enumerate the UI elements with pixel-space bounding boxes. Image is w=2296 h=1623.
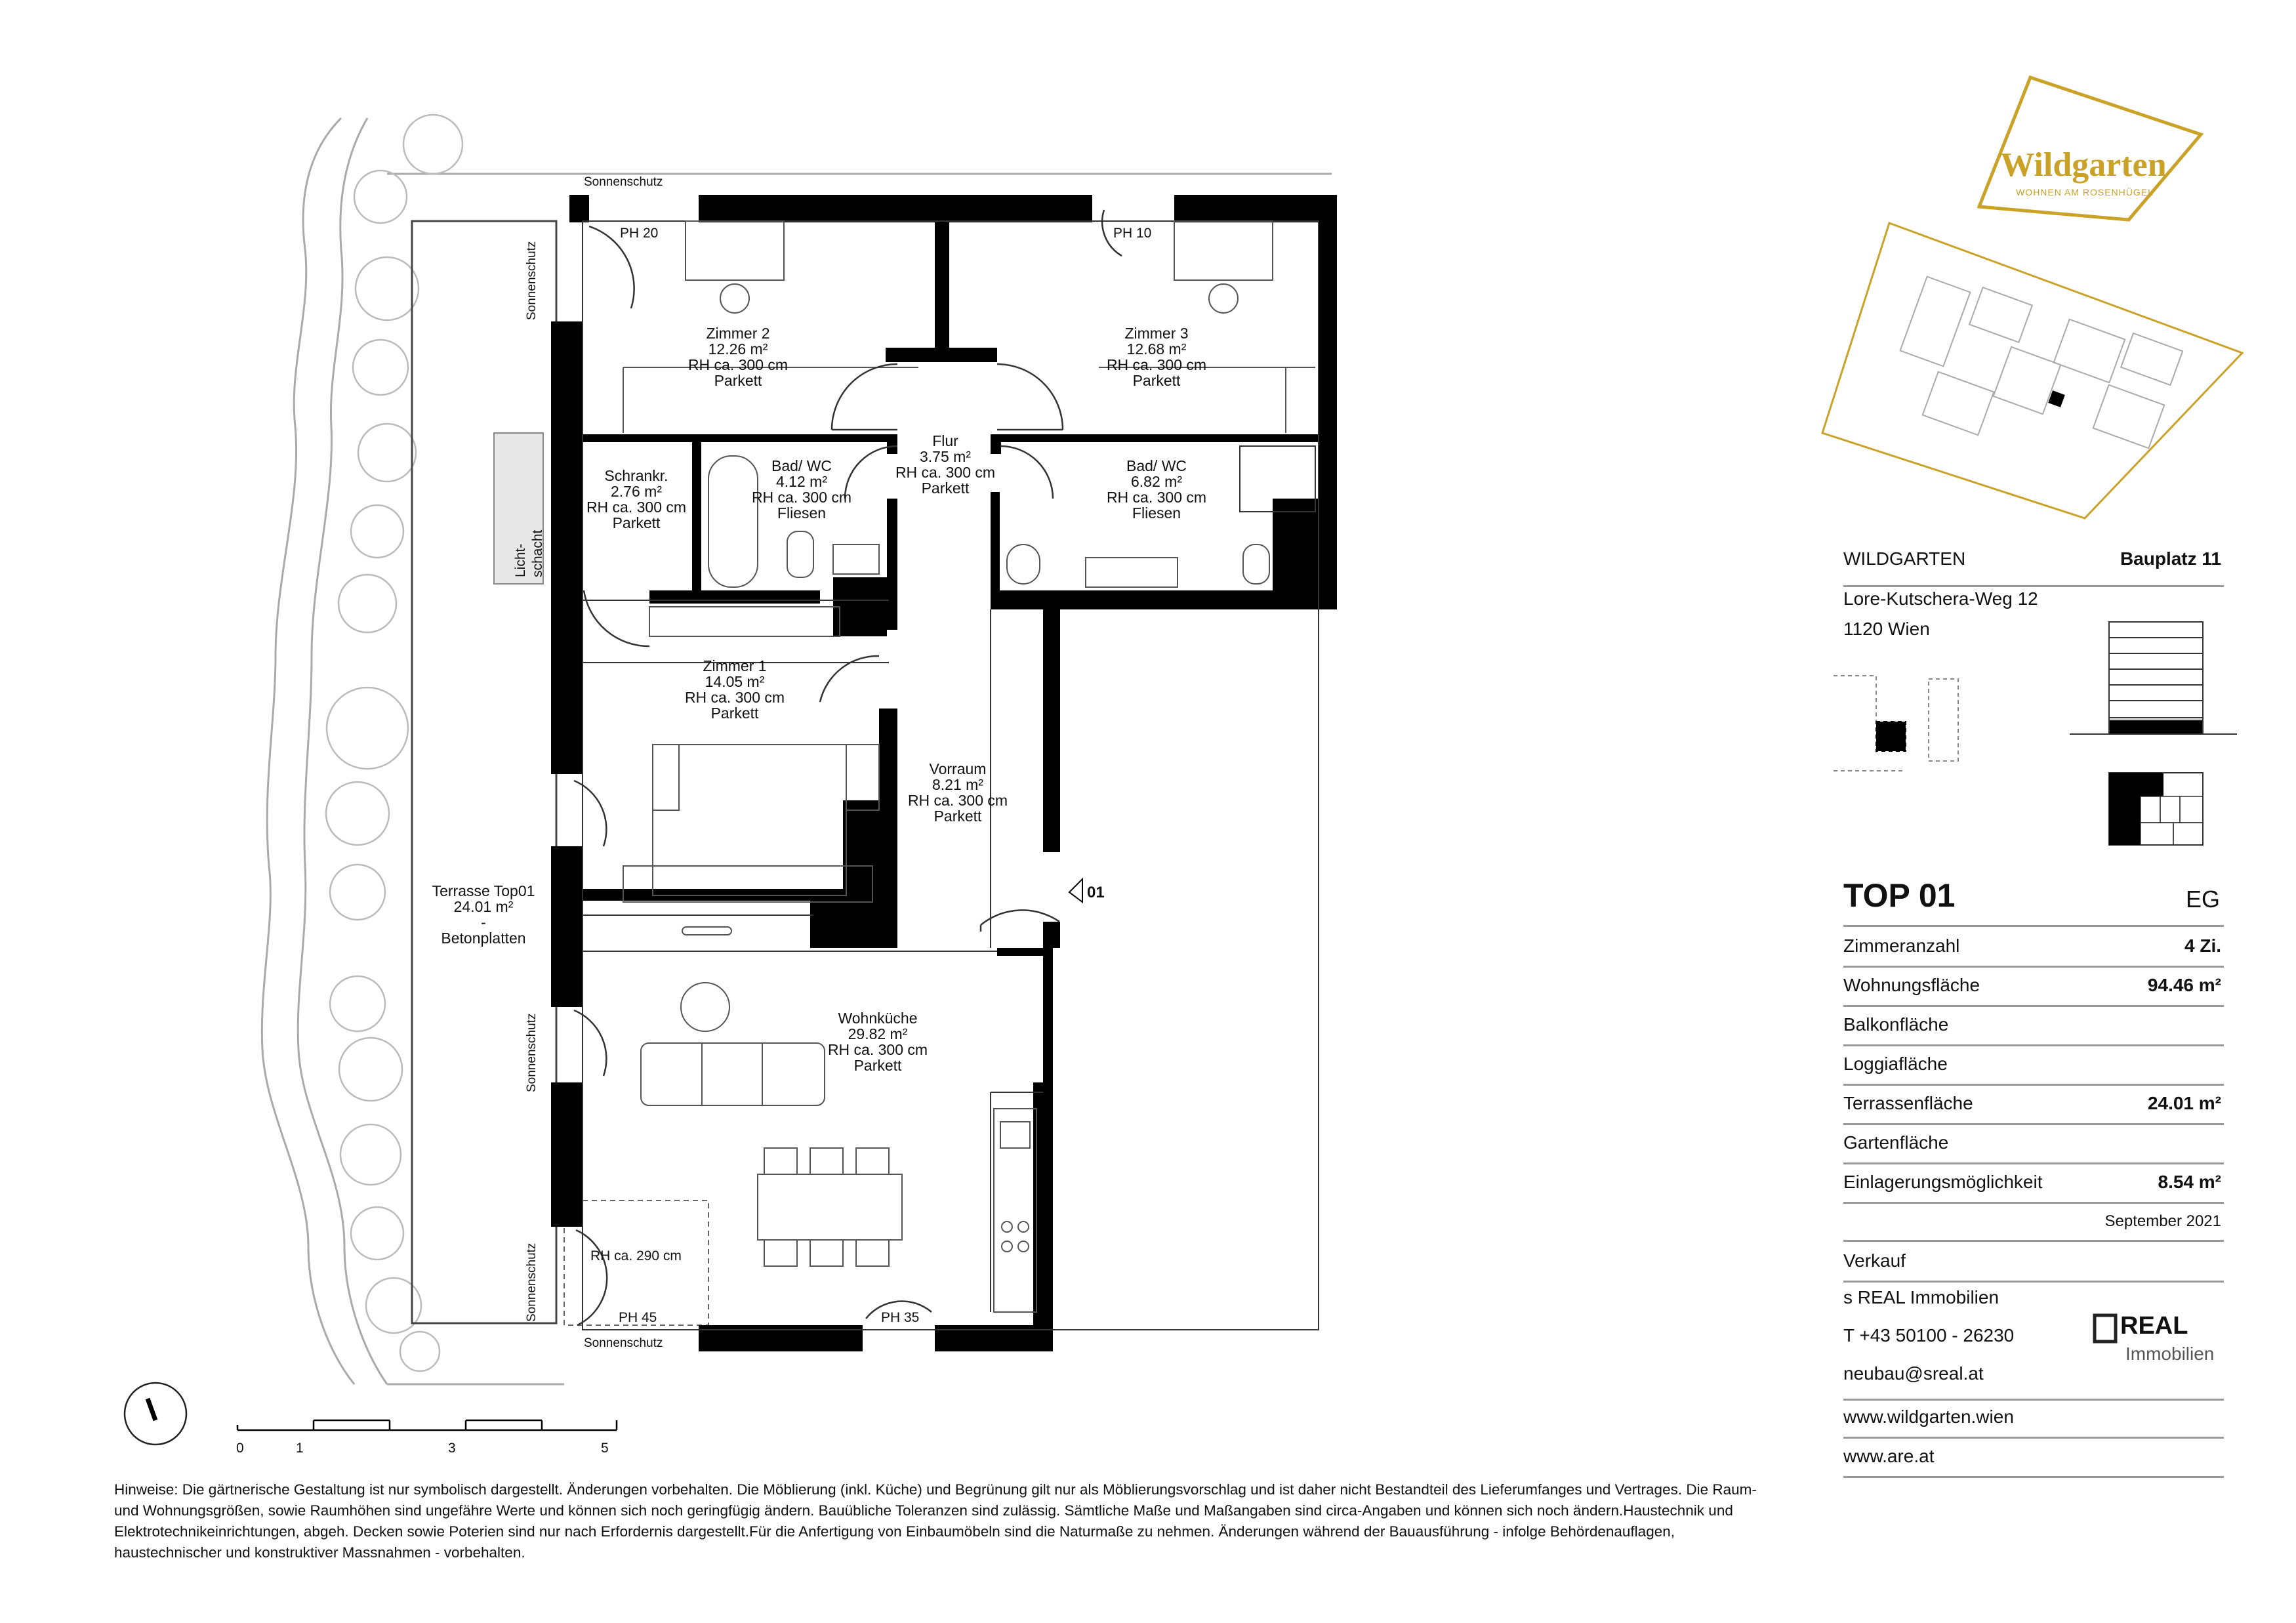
room-terrasse: [432, 882, 535, 947]
label-sonnenschutz-left-3: Sonnenschutz: [525, 1243, 539, 1322]
svg-text:Parkett: Parkett: [714, 372, 762, 389]
svg-text:Fliesen: Fliesen: [777, 504, 827, 522]
svg-text:RH ca. 300 cm: RH ca. 300 cm: [895, 464, 996, 481]
north-arrow-icon: [125, 1383, 186, 1445]
svg-text:RH ca. 300 cm: RH ca. 300 cm: [687, 356, 789, 373]
svg-text:Terrasse Top01: Terrasse Top01: [432, 882, 535, 899]
key-plan-section: [2070, 622, 2237, 734]
label-lichtschacht-2: schacht: [530, 529, 545, 577]
row-gartenflaeche: Gartenfläche: [1843, 1124, 2224, 1164]
svg-text:Zimmer 2: Zimmer 2: [706, 325, 770, 342]
room-bad2: [1107, 457, 1206, 522]
sales-web2[interactable]: www.are.at: [1843, 1446, 1935, 1466]
svg-text:Parkett: Parkett: [1132, 372, 1181, 389]
row-balkonflaeche: Balkonfläche: [1843, 1006, 2224, 1046]
sreal-logo-text: REAL: [2120, 1312, 2188, 1340]
scale-tick-3: 3: [448, 1441, 456, 1456]
svg-text:12.68 m²: 12.68 m²: [1126, 340, 1187, 358]
sales-web1-row: [1843, 1399, 2224, 1439]
scale-tick-0: 0: [236, 1441, 244, 1456]
svg-text:Flur: Flur: [932, 432, 958, 449]
svg-text:29.82 m²: 29.82 m²: [848, 1025, 908, 1042]
svg-text:Parkett: Parkett: [853, 1057, 902, 1074]
svg-text:4.12 m²: 4.12 m²: [776, 473, 827, 490]
svg-text:2.76 m²: 2.76 m²: [611, 483, 662, 500]
label-sonnenschutz-left-2: Sonnenschutz: [525, 1013, 539, 1092]
svg-text:Wildgarten: Wildgarten: [2000, 146, 2167, 184]
key-plan-site: [1834, 676, 1958, 771]
svg-text:RH ca. 300 cm: RH ca. 300 cm: [684, 689, 785, 706]
label-ph10: PH 10: [1113, 226, 1152, 241]
label-ph45: PH 45: [619, 1310, 657, 1325]
scale-bar: [237, 1420, 617, 1430]
wildgarten-logo: [1979, 77, 2201, 220]
key-plan-floor: [2109, 773, 2203, 845]
row-einlagerung: Einlagerungsmöglichkeit 8.54 m²: [1843, 1164, 2224, 1204]
svg-text:RH ca. 300 cm: RH ca. 300 cm: [1106, 356, 1207, 373]
svg-text:Bad/ WC: Bad/ WC: [771, 457, 832, 474]
svg-text:Parkett: Parkett: [710, 705, 759, 722]
label-lichtschacht-1: Licht-: [513, 543, 528, 577]
label-sonnenschutz-bottom: Sonnenschutz: [584, 1336, 663, 1350]
room-wohnkueche: [828, 1010, 928, 1074]
svg-text:14.05 m²: 14.05 m²: [705, 673, 765, 690]
project-header: [1843, 548, 2224, 587]
project-plot: Bauplatz 11: [2120, 548, 2221, 569]
room-vorraum: [908, 760, 1008, 825]
entry-arrow-icon: [1069, 879, 1082, 902]
svg-text:Parkett: Parkett: [612, 514, 661, 531]
room-zimmer3: [1107, 325, 1206, 389]
project-name: WILDGARTEN: [1843, 548, 1966, 569]
label-ph35: PH 35: [881, 1310, 920, 1325]
sreal-logo-icon: [2095, 1315, 2116, 1342]
svg-text:Wohnküche: Wohnküche: [838, 1010, 918, 1027]
svg-text:3.75 m²: 3.75 m²: [920, 448, 971, 465]
row-date: September 2021: [1843, 1203, 2224, 1242]
sales-phone: T +43 50100 - 26230: [1843, 1325, 2015, 1346]
row-loggiaflaeche: Loggiafläche: [1843, 1046, 2224, 1086]
svg-text:Betonplatten: Betonplatten: [441, 930, 526, 947]
svg-text:WOHNEN AM ROSENHÜGEL: WOHNEN AM ROSENHÜGEL: [2016, 187, 2154, 197]
svg-text:Zimmer 1: Zimmer 1: [703, 657, 767, 674]
sreal-logo-sub: Immobilien: [2125, 1344, 2215, 1364]
svg-text:Zimmer 3: Zimmer 3: [1124, 325, 1189, 342]
unit-title-divider: [1843, 925, 2224, 927]
label-sonnenschutz-top: Sonnenschutz: [584, 175, 663, 189]
svg-text:Parkett: Parkett: [933, 808, 982, 825]
label-entry: 01: [1087, 884, 1105, 901]
room-schrankraum: [586, 467, 686, 531]
svg-text:24.01 m²: 24.01 m²: [453, 898, 514, 915]
garden-strip: [262, 118, 1332, 1384]
room-bad1: [752, 457, 851, 522]
svg-text:Bad/ WC: Bad/ WC: [1126, 457, 1187, 474]
svg-text:12.26 m²: 12.26 m²: [708, 340, 768, 358]
disclaimer-notes: Hinweise: Die gärtnerische Gestaltung ist nur symbolisch dargestellt. Änderungen vorbehalten. Die Möblierung (inkl. Küche) und Begrünung gilt nur als Möblierungsvorschlag und ist daher nicht Bestandteil des Lieferumfanges und Vertrages. Die Raum- und Wohnungsgrößen, sowie Raumhöhen sind ungefähre Werte und können sich noch geringfügig ändern. Bauübliche Toleranzen sind zulässig. Sämtliche Maße und Maßangaben sind circa-Angaben und können sich noch ändern.Haustechnik und Elektrotechnikeinrichtungen, abgeh. Decken sowie Poterien sind nur nach Erfordernis dargestellt.Für die Anfertigung von Einbaumöbeln sind die Naturmaße zu nehmen. Änderungen während der Bauausführung - infolge Behördenauflagen, haustechnischer und konstruktiver Massnahmen - vorbehalten.: [114, 1481, 1757, 1561]
svg-text:RH ca. 300 cm: RH ca. 300 cm: [1106, 489, 1207, 506]
room-zimmer1: [685, 657, 785, 722]
sales-heading: Verkauf: [1843, 1243, 2224, 1283]
room-zimmer2: [688, 325, 788, 389]
sales-web2-row: [1843, 1438, 2224, 1478]
svg-text:-: -: [481, 914, 486, 931]
room-flur: [895, 432, 995, 497]
svg-text:8.21 m²: 8.21 m²: [932, 776, 983, 793]
trees: [326, 115, 462, 1371]
svg-text:RH ca. 300 cm: RH ca. 300 cm: [751, 489, 852, 506]
svg-text:Schrankr.: Schrankr.: [604, 467, 668, 484]
unit-title: TOP 01: [1843, 877, 1956, 914]
svg-text:Fliesen: Fliesen: [1132, 504, 1181, 522]
svg-text:Vorraum: Vorraum: [929, 760, 987, 777]
row-zimmeranzahl: Zimmeranzahl 4 Zi.: [1843, 928, 2224, 968]
svg-text:RH ca. 300 cm: RH ca. 300 cm: [907, 792, 1008, 809]
row-wohnungsflaeche: Wohnungsfläche 94.46 m²: [1843, 967, 2224, 1007]
label-sonnenschutz-left-1: Sonnenschutz: [525, 241, 539, 320]
label-ph20: PH 20: [620, 226, 659, 241]
row-terrassenflaeche: Terrassenfläche 24.01 m²: [1843, 1085, 2224, 1125]
svg-text:RH ca. 300 cm: RH ca. 300 cm: [586, 499, 687, 516]
svg-text:RH ca. 300 cm: RH ca. 300 cm: [827, 1041, 928, 1058]
svg-text:6.82 m²: 6.82 m²: [1131, 473, 1182, 490]
sales-company: s REAL Immobilien: [1843, 1287, 1999, 1307]
label-rh290: RH ca. 290 cm: [590, 1248, 682, 1263]
unit-floor: EG: [2186, 886, 2221, 913]
site-map: [1822, 223, 2242, 518]
sales-email[interactable]: neubau@sreal.at: [1843, 1363, 1984, 1384]
scale-tick-1: 1: [296, 1441, 304, 1456]
sales-web1[interactable]: www.wildgarten.wien: [1843, 1407, 2014, 1427]
project-street: Lore-Kutschera-Weg 12: [1843, 588, 2038, 609]
svg-text:Parkett: Parkett: [921, 480, 970, 497]
scale-tick-5: 5: [601, 1441, 609, 1456]
project-city: 1120 Wien: [1843, 619, 1930, 639]
